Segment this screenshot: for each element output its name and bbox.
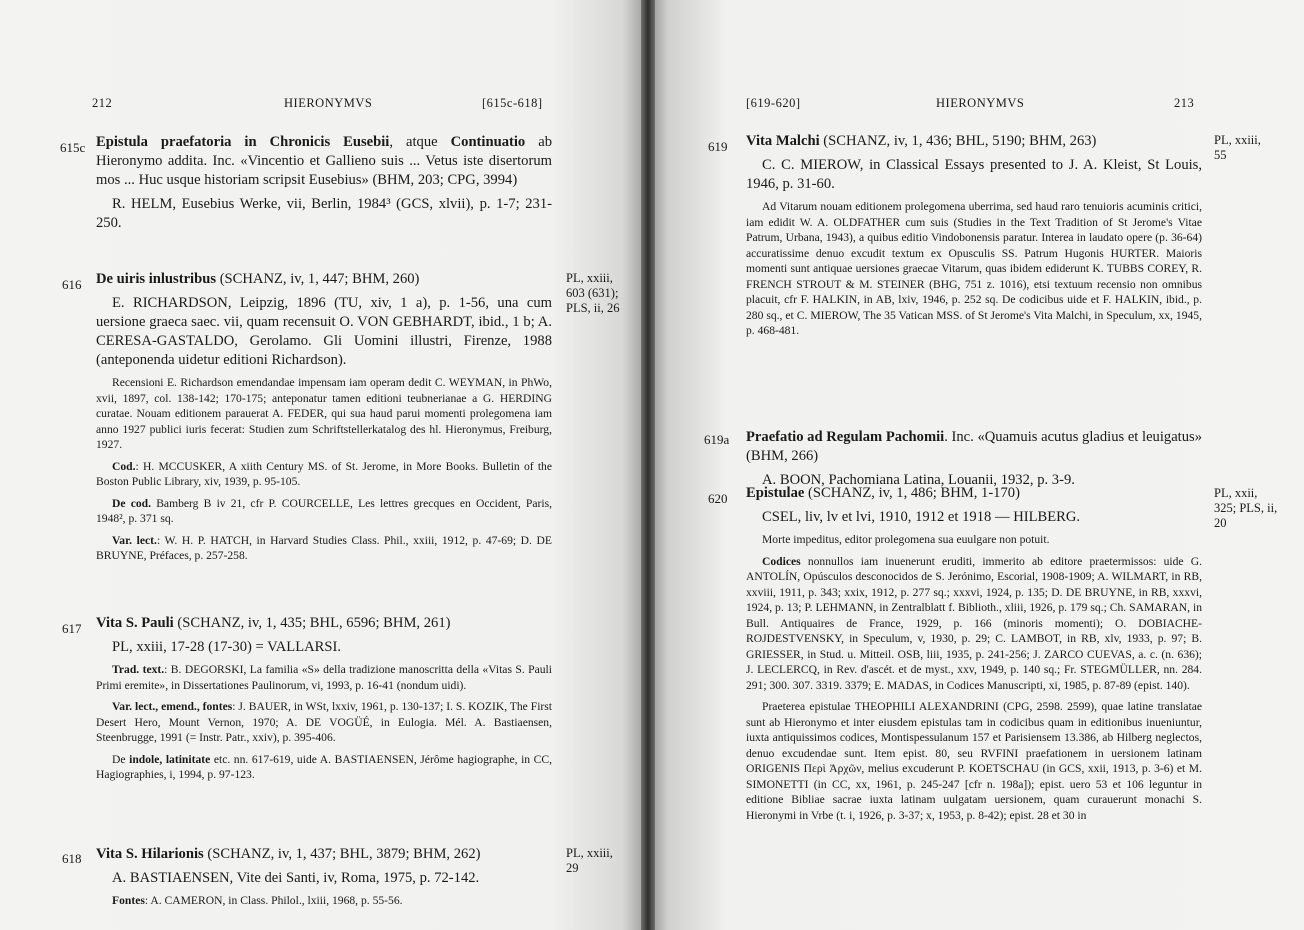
entry-number-618: 618	[62, 851, 82, 866]
entry-title: De uiris inlustribus	[96, 271, 217, 287]
entry-title: Epistulae	[746, 485, 805, 501]
left-running-head: HIERONYMVS	[284, 96, 373, 110]
entry-number-620: 620	[708, 491, 728, 506]
right-page	[648, 0, 1304, 930]
edition: A. BOON, Pachomiana Latina, Louanii, 1932, p. 3-9.	[762, 472, 1075, 488]
entry-number-619: 619	[708, 139, 728, 154]
entry-616: De uiris inlustribus (SCHANZ, iv, 1, 447; BHM, 260) E. RICHARDSON, Leipzig, 1896 (TU, xiv, 1 a), p. 1-56, una cum uersione graeca saec. vii, quam recensuit O. VON GEBHARDT, ibid., 1 b; A. CERESA-GASTALDO, Gerolamo. Gli Uomini illustri, Firenze, 1988 (anteponenda uidetur editioni Richardson). Recensioni E. Richardson emendandae impensam iam operam dedit C. WEYMAN, in PhWo, xvii, 1897, col. 138-142; 170-175; anteponatur tamen editioni teubnerianae a G. HERDING curatae. Nouam editionem parauerat A. FEDER, qui sua haud parui momenti prolegomena iam anno 1927 publici iuris fecerat: Studien zum Schriftstellerkatalog des hl. Hieronymus, Freiburg, 1927. Cod.: H. MCCUSKER, A xiith Century MS. of St. Jerome, in More Books. Bulletin of the Boston Public Library, xiv, 1939, p. 95-105. De cod. Bamberg B iv 21, cfr P. COURCELLE, Les lettres grecques en Occident, Paris, 1948², p. 371 sq. Var. lect.: W. H. P. HATCH, in Harvard Studies Class. Phil., xxiii, 1912, p. 47-69; D. DE BRUYNE, Préfaces, p. 257-258.	[96, 271, 553, 562]
entry-617: Vita S. Pauli (SCHANZ, iv, 1, 435; BHL, 6596; BHM, 261) PL, xxiii, 17-28 (17-30) = VALLARSI. Trad. text.: B. DEGORSKI, La familia «S» della tradizione manoscritta della «Vitas S. Pauli Primi eremite», in Dissertationes Paulinorum, vi, 1993, p. 16-41 (nondum uidi). Var. lect., emend., fontes: J. BAUER, in WSt, lxxiv, 1961, p. 130-137; I. S. KOZIK, The First Desert Hero, Mount Vernon, 1970; A. DE VOGÜÉ, in Eulogia. Mél. A. Bastiaensen, Steenbrugge, 1991 (= Instr. Patr., xxiv), p. 395-406. De indole, latinitate etc. nn. 617-619, uide A. BASTIAENSEN, Jérôme hagiographe, in CC, Hagiographies, i, 1994, p. 97-123.	[96, 615, 553, 781]
margin-note-619: PL, xxiii, 55	[1214, 133, 1261, 162]
margin-note-616: PL, xxiii, 603 (631); PLS, ii, 26	[566, 271, 620, 315]
edition: C. C. MIEROW, in Classical Essays presented to J. A. Kleist, St Louis, 1946, p. 31-60.	[746, 157, 1202, 192]
entry-number-617: 617	[62, 621, 82, 636]
margin-note-618: PL, xxiii, 29	[566, 846, 613, 875]
book-gutter	[641, 0, 655, 930]
entry-title: Epistula praefatoria in Chronicis Eusebii	[96, 134, 390, 150]
entry-619: Vita Malchi (SCHANZ, iv, 1, 436; BHL, 5190; BHM, 263) C. C. MIEROW, in Classical Essays presented to J. A. Kleist, St Louis, 1946, p. 31-60. Ad Vitarum nouam editionem prolegomena uberrima, sed haud raro tenuioris acuminis critici, iam edidit W. A. OLDFATHER cum suis (Studies in the Text Tradition of St Jerome's Vitae Patrum, Urbana, 1943), a quibus editio Vindobonensis paratur. Interea in laudato opere (p. 36-64) accuratissime denuo excudit textum ex Opusculis SS. Patrum Hugonis HURTER. Maioris momenti sunt antiquae uersiones graecae Vitarum, quas ibidem ediderunt K. TUBBS COREY, R. FRENCH STROUT & M. STEINER (BHG, 751 z. 1016), etsi textuum recensio non omnibus placuit, cfr F. HALKIN, in AB, lxiv, 1946, p. 252 sq. De codicibus uide et F. HALKIN, ibid., p. 280 sq., et C. MIEROW, The 35 Vatican MSS. of St Jerome's Vita Malchi, in Speculum, xx, 1945, p. 468-481.	[746, 133, 1202, 337]
edition: E. RICHARDSON, Leipzig, 1896 (TU, xiv, 1 a), p. 1-56, una cum uersione graeca saec. vii, quam recensuit O. VON GEBHARDT, ibid., 1 b; A. CERESA-GASTALDO, Gerolamo. Gli Uomini illustri, Firenze, 1988 (anteponenda uidetur editioni Richardson).	[96, 295, 552, 368]
entry-title: Vita S. Hilarionis	[96, 846, 204, 862]
entry-615c: Epistula praefatoria in Chronicis Eusebii, atque Continuatio ab Hieronymo addita. Inc. «Vincentio et Gallieno suis ... Vetus iste disertorum mos ... Huc usque historiam scripsit Eusebius» (BHM, 203; CPG, 3994) R. HELM, Eusebius Werke, vii, Berlin, 1984³ (GCS, xlvii), p. 1-7; 231-250.	[96, 134, 552, 231]
edition: R. HELM, Eusebius Werke, vii, Berlin, 1984³ (GCS, xlvii), p. 1-7; 231-250.	[96, 196, 552, 231]
commentary: Ad Vitarum nouam editionem prolegomena uberrima, sed haud raro tenuioris acuminis critici, iam edidit W. A. OLDFATHER cum suis (Studies in the Text Tradition of St Jerome's Vitae Patrum, Urbana, 1943), a quibus editio Vindobonensis paratur. Interea in laudato opere (p. 36-64) accuratissime denuo excudit textum ex Opusculis SS. Patrum Hugonis HURTER. Maioris momenti sunt antiquae uersiones graecae Vitarum, quas ibidem ediderunt K. TUBBS COREY, R. FRENCH STROUT & M. STEINER (BHG, 751 z. 1016), etsi textuum recensio non omnibus placuit, cfr F. HALKIN, in AB, lxiv, 1946, p. 252 sq. De codicibus uide et F. HALKIN, ibid., p. 280 sq., et C. MIEROW, The 35 Vatican MSS. of St Jerome's Vita Malchi, in Speculum, xx, 1945, p. 468-481.	[746, 200, 1202, 337]
right-page-number: 213	[1174, 96, 1195, 110]
entry-618: Vita S. Hilarionis (SCHANZ, iv, 1, 437; BHL, 3879; BHM, 262) A. BASTIAENSEN, Vite dei Santi, iv, Roma, 1975, p. 72-142. Fontes: A. CAMERON, in Class. Philol., lxiii, 1968, p. 55-56.	[96, 845, 552, 915]
left-page-number: 212	[92, 96, 113, 110]
entry-number-615c: 615c	[60, 140, 86, 155]
entry-620: Epistulae (SCHANZ, iv, 1, 486; BHM, 1-170) CSEL, liv, lv et lvi, 1910, 1912 et 1918 — HILBERG. Morte impeditus, editor prolegomena sua euulgare non potuit. Codices nonnullos iam inuenerunt eruditi, immerito ab editore praetermissos: uide G. ANTOLÍN, Opúsculos desconocidos de S. Jerónimo, Escorial, 1908-1909; A. WILMART, in RB, xxviii, 1911, p. 343; xxix, 1912, p. 277 sq.; xxxvi, 1924, p. 135; D. DE BRUYNE, in RB, xxxvi, 1924, p. 13; P. LEHMANN, in Zentralblatt f. Biblioth., xliii, 1926, p. 179 sq.; Ch. SAMARAN, in Bull. Antiquaires de France, 1929, p. 166 (minoris momenti); O. DOBIACHE-ROJDESTVENSKY, in Speculum, v, 1930, p. 29; C. LAMBOT, in RB, xlv, 1933, p. 97; B. GRIESSER, in Stud. u. Mitteil. OSB, liii, 1935, p. 241-256; J. ZARCO CUEVAS, a. c. (n. 636); J. LECLERCQ, in Rev. d'ascét. et de myst., xxv, 1949, p. 140 sq.; Fr. STEGMÜLLER, nn. 284. 291; 300. 307. 3319. 3379; E. MADAS, in Codices Manuscripti, xi, 1985, p. 87-89 (epist. 140). Praeterea epistulae THEOPHILI ALEXANDRINI (CPG, 2598. 2599), quae latine translatae sunt ab Hieronymo et inter eiusdem epistulas tam in codicibus quam in editionibus inueniuntur, iuxta antiquissimos codices, Montispessulanum 157 et Parisiensem 13.386, ab Hilberg neglectos, denuo excudendae sunt. Item epist. 80, seu RVFINI praefationem in uersionem latinam ORIGENIS Περὶ Ἀρχῶν, melius excuderunt P. KOETSCHAU (in GCS, xxii, 1913, p. 3-6) et M. SIMONETTI (in CC, xx, 1961, p. 245-247 [cfr n. 198a]); epist. uero 53 et 106 leguntur in editione Bibliae sacrae iuxta latinam uulgatam uersionem, quam curauerunt monachi S. Hieronymi in Vrbe (t. i, 1926, p. 3-37; x, 1953, p. 8-42); epist. 28 et 30 in	[746, 485, 1202, 822]
edition: A. BASTIAENSEN, Vite dei Santi, iv, Roma, 1975, p. 72-142.	[112, 870, 480, 886]
entry-title: Vita S. Pauli	[96, 615, 174, 631]
entry-title: Vita Malchi	[746, 133, 820, 149]
edition: PL, xxiii, 17-28 (17-30) = VALLARSI.	[112, 639, 342, 655]
commentary: Praeterea epistulae THEOPHILI ALEXANDRINI (CPG, 2598. 2599), quae latine translatae sunt ab Hieronymo et inter eiusdem epistulas tam in codicibus quam in editionibus inueniuntur, iuxta antiquissimos codices, Montispessulanum 157 et Parisiensem 13.386, ab Hilberg neglectos, denuo excudendae sunt. Item epist. 80, seu RVFINI praefationem in uersionem latinam ORIGENIS Περὶ Ἀρχῶν, melius excuderunt P. KOETSCHAU (in GCS, xxii, 1913, p. 3-6) et M. SIMONETTI (in CC, xx, 1961, p. 245-247 [cfr n. 198a]); epist. uero 53 et 106 leguntur in editione Bibliae sacrae iuxta latinam uulgatam uersionem, quam curauerunt monachi S. Hieronymi in Vrbe (t. i, 1926, p. 3-37; x, 1953, p. 8-42); epist. 28 et 30 in	[746, 700, 1202, 822]
right-range: [619-620]	[746, 96, 801, 110]
commentary: Recensioni E. Richardson emendandae impensam iam operam dedit C. WEYMAN, in PhWo, xvii, 1897, col. 138-142; 170-175; anteponatur tamen editioni teubnerianae a G. HERDING curatae. Nouam editionem parauerat A. FEDER, qui sua haud parui momenti prolegomena iam anno 1927 publici iuris fecerat: Studien zum Schriftstellerkatalog des hl. Hieronymus, Freiburg, 1927.	[96, 376, 552, 451]
left-range: [615c-618]	[482, 96, 543, 110]
entry-title: Praefatio ad Regulam Pachomii	[746, 429, 945, 445]
margin-note-620: PL, xxii, 325; PLS, ii, 20	[1214, 486, 1278, 530]
entry-number-616: 616	[62, 277, 82, 292]
edition: CSEL, liv, lv et lvi, 1910, 1912 et 1918 — HILBERG.	[762, 509, 1081, 525]
entry-number-619a: 619a	[704, 432, 730, 447]
entry-619a: Praefatio ad Regulam Pachomii. Inc. «Quamuis acutus gladius et leuigatus» (BHM, 266) A. BOON, Pachomiana Latina, Louanii, 1932, p. 3-9.	[746, 429, 1202, 488]
right-running-head: HIERONYMVS	[936, 96, 1025, 110]
left-page	[0, 0, 648, 930]
